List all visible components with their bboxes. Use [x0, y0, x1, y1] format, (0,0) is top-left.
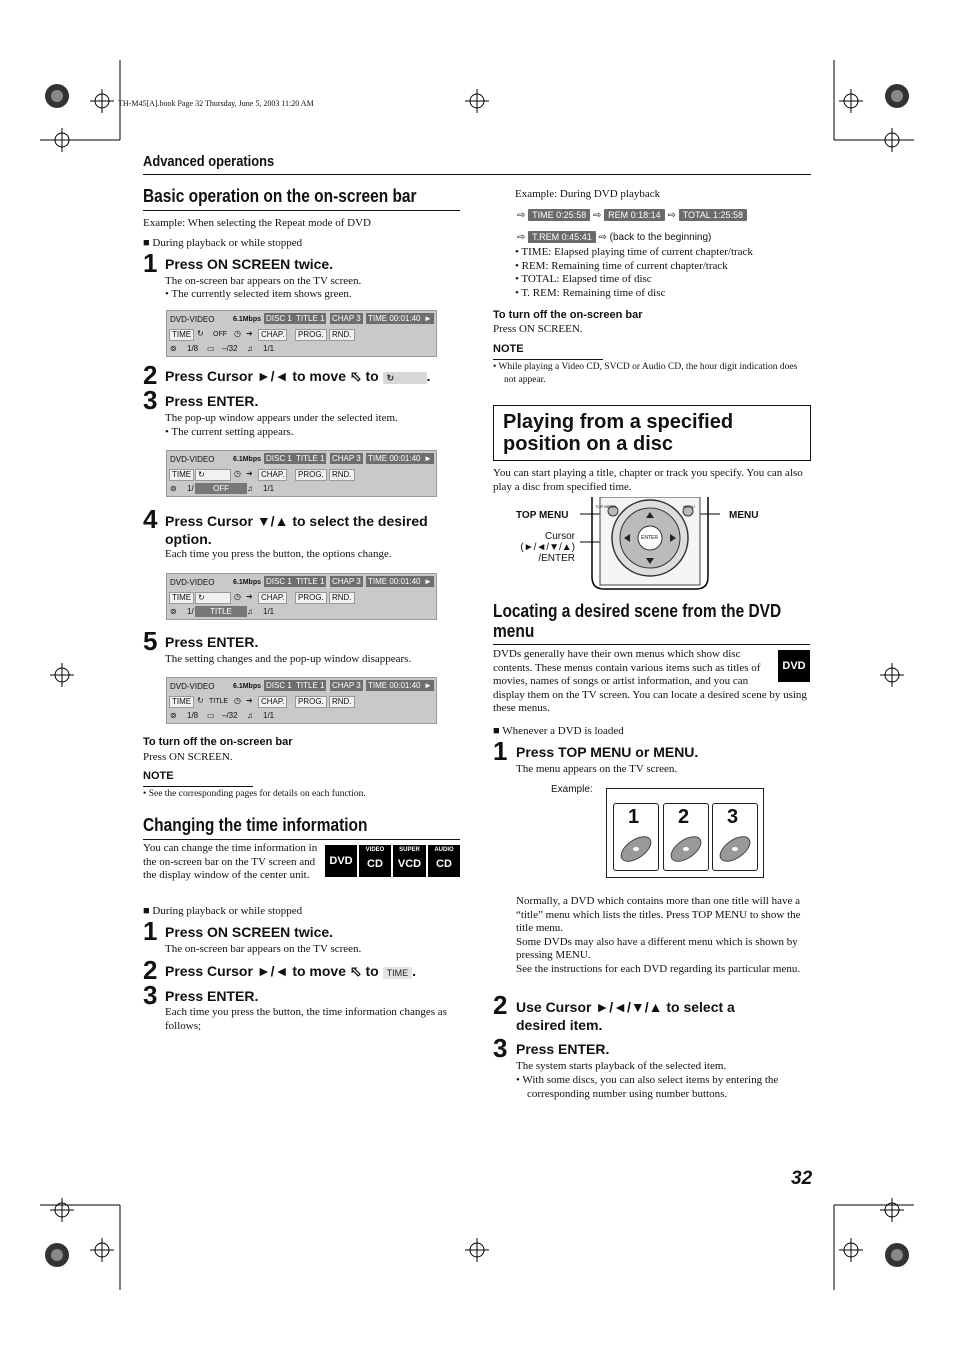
- step-desc: The on-screen bar appears on the TV screen.: [165, 275, 362, 287]
- clock-icon: ◷: [234, 592, 241, 601]
- osd-time: TIME 00:01:40: [368, 314, 421, 323]
- step-number: 1: [143, 248, 158, 278]
- osd-rate: 6.1Mbps: [233, 683, 262, 690]
- osd-source: DVD-VIDEO: [170, 682, 215, 691]
- btn-enter-label: ENTER: [641, 535, 658, 541]
- osd-next-icon: ►: [424, 577, 432, 586]
- osd-angle: 1/8: [187, 344, 199, 353]
- audio-icon: ♫: [247, 607, 253, 616]
- step-desc: The setting changes and the pop-up window disappears.: [165, 653, 412, 665]
- step-text: Press ON SCREEN twice.: [165, 924, 334, 940]
- osd-disc: DISC 1: [266, 314, 292, 323]
- menu-example-frame: [606, 788, 764, 878]
- osd-angle: 1/: [187, 607, 194, 616]
- subtitle-icon: ▭: [207, 344, 215, 353]
- playing-title-box: [493, 405, 811, 461]
- step-text-to: to: [365, 963, 379, 979]
- osd-prog-button: PROG.: [295, 329, 327, 341]
- osd-disc: DISC 1: [266, 577, 292, 586]
- basic-condition: During playback or while stopped: [152, 237, 303, 249]
- osd-time-button: TIME: [169, 592, 194, 604]
- badge-label: CD: [436, 858, 452, 870]
- locate-title-1: Locating a desired scene from the DVD: [493, 601, 782, 621]
- step-period: .: [426, 368, 431, 384]
- card-number: 2: [678, 806, 690, 828]
- next-arrow-icon: ⇨: [598, 232, 607, 243]
- osd-audio: 1/1: [263, 344, 275, 353]
- step-number: 1: [493, 736, 508, 766]
- step-text: Press Cursor ▼/▲ to select the desired option.: [165, 513, 428, 547]
- osd-next-icon: ►: [424, 681, 432, 690]
- time-condition: During playback or while stopped: [152, 905, 303, 917]
- osd-source: DVD-VIDEO: [170, 578, 215, 587]
- label-cursor-3: /ENTER: [538, 553, 575, 564]
- audio-icon: ♫: [247, 484, 253, 493]
- osd-title: TITLE 1: [296, 454, 325, 463]
- step-number: 5: [143, 626, 158, 656]
- turnoff-text: Press ON SCREEN.: [493, 323, 583, 335]
- osd-rate: 6.1Mbps: [233, 456, 262, 463]
- time-condition-row: [143, 905, 302, 919]
- step-bullet: • With some discs, you can also select items by entering the corresponding number using number buttons.: [516, 1074, 779, 1100]
- osd-chap: CHAP 3: [332, 454, 361, 463]
- osd-rnd-button: RND.: [329, 592, 355, 604]
- page-number: 32: [791, 1168, 813, 1189]
- card-number: 1: [628, 806, 640, 828]
- osd-popup: OFF: [195, 483, 247, 494]
- badge-label: VCD: [397, 858, 422, 870]
- osd-time: TIME 00:01:40: [368, 577, 421, 586]
- next-arrow-icon: ⇨: [667, 210, 676, 221]
- pointer-icon: ⬁: [349, 963, 362, 979]
- next-arrow-icon: ⇨: [517, 210, 526, 221]
- osd-rate: 6.1Mbps: [233, 316, 262, 323]
- osd-next-icon: ►: [424, 454, 432, 463]
- basic-title: Basic operation on the on-screen bar: [143, 186, 417, 206]
- angle-icon: ⊚: [170, 607, 177, 616]
- osd-time: TIME 00:01:40: [368, 681, 421, 690]
- playing-title-1: Playing from a specified: [503, 411, 734, 433]
- step-text: Press ENTER.: [165, 634, 259, 650]
- osd-off: OFF: [213, 331, 227, 338]
- step-bullet: • The current setting appears.: [165, 426, 294, 438]
- menu-card: [613, 803, 659, 871]
- osd-chap-button: CHAP.: [258, 696, 287, 708]
- rem-chip: REM 0:18:14: [604, 209, 665, 221]
- btn-menu-label: MENU: [683, 504, 695, 509]
- card-number: 3: [727, 806, 739, 828]
- osd-screen-2: [166, 450, 437, 497]
- osd-time-button: TIME: [169, 696, 194, 708]
- next-arrow-icon: ⇨: [592, 210, 602, 221]
- playing-intro: You can start playing a title, chapter or track you specify. You can also play a disc from specified time.: [493, 467, 803, 493]
- trem-chip: T.REM 0:45:41: [528, 231, 596, 243]
- section-header: Advanced operations: [143, 153, 275, 170]
- arrow-icon: ➜: [246, 329, 253, 338]
- step-number: 3: [493, 1033, 508, 1063]
- osd-prog-button: PROG.: [295, 696, 327, 708]
- time-chip: TIME: [383, 967, 413, 979]
- def-item: • REM: Remaining time of current chapter/track: [515, 259, 728, 272]
- locate-title-rule: [493, 644, 810, 645]
- osd-screen-1: [166, 310, 437, 357]
- next-arrow-icon: ⇨: [517, 232, 526, 243]
- disc-icon: [717, 834, 753, 864]
- badge-top: VIDEO: [365, 847, 385, 853]
- dvd-condition-row: [493, 725, 624, 739]
- step-text: Press ENTER.: [516, 1041, 610, 1057]
- turnoff-title: To turn off the on-screen bar: [493, 309, 643, 321]
- repeat-icon: ↻: [195, 592, 231, 604]
- clock-icon: ◷: [234, 469, 241, 478]
- repeat-icon: ↻: [197, 329, 204, 338]
- def-item: • T. REM: Remaining time of disc: [515, 286, 666, 299]
- osd-title: TITLE 1: [296, 577, 325, 586]
- osd-chap: CHAP 3: [332, 314, 361, 323]
- menu-example-label: Example:: [551, 784, 593, 795]
- time-info-rule: [143, 839, 460, 840]
- step-desc: Each time you press the button, the time information changes as follows;: [165, 1006, 447, 1032]
- osd-screen-4: [166, 677, 437, 724]
- clock-icon: ◷: [234, 696, 241, 705]
- turnoff-title: To turn off the on-screen bar: [143, 736, 293, 748]
- square-bullet-icon: ■: [143, 905, 153, 917]
- time-sequence-row2: [517, 231, 711, 243]
- step-text-to: to: [365, 368, 379, 384]
- square-bullet-icon: ■: [143, 237, 153, 249]
- menu-para-3: See the instructions for each DVD regarding its particular menu.: [516, 962, 801, 975]
- osd-time-button: TIME: [169, 329, 194, 341]
- badge-label: CD: [367, 858, 383, 870]
- badge-audio-cd: [428, 845, 460, 877]
- step-number: 2: [493, 990, 508, 1020]
- time-info-title: Changing the time information: [143, 815, 368, 835]
- osd-sub: –/32: [222, 344, 238, 353]
- repeat-icon: ↻: [195, 469, 231, 481]
- step-number: 3: [143, 385, 158, 415]
- badge-spacer: [769, 648, 809, 688]
- osd-title: TITLE 1: [296, 681, 325, 690]
- angle-icon: ⊚: [170, 711, 177, 720]
- badge-top: SUPER: [399, 847, 420, 853]
- osd-prog-button: PROG.: [295, 469, 327, 481]
- osd-time: TIME 00:01:40: [368, 454, 421, 463]
- locate-title-2: menu: [493, 621, 535, 641]
- time-info-intro: You can change the time information in the on-screen bar on the TV screen and the display window of the center unit.: [143, 842, 318, 881]
- arrow-icon: ➜: [246, 469, 253, 478]
- menu-para: [516, 895, 810, 976]
- badge-dvd: [325, 845, 357, 877]
- basic-condition-row: [143, 237, 302, 251]
- label-top-menu: TOP MENU: [516, 510, 569, 521]
- label-cursor-2: (►/◄/▼/▲): [520, 542, 575, 553]
- time-sequence-row1: [517, 209, 747, 221]
- osd-audio: 1/1: [263, 607, 275, 616]
- step-number: 4: [143, 504, 158, 534]
- osd-sub: –/32: [222, 711, 238, 720]
- osd-time-button: TIME: [169, 469, 194, 481]
- step-text: Press ON SCREEN twice.: [165, 256, 334, 272]
- clock-icon: ◷: [234, 329, 241, 338]
- arrow-icon: ➜: [246, 696, 253, 705]
- turnoff-text: Press ON SCREEN.: [143, 751, 233, 763]
- note-text: • While playing a Video CD, SVCD or Audio CD, the hour digit indication does not appear.: [493, 362, 798, 385]
- step-number: 2: [143, 955, 158, 985]
- osd-rnd-button: RND.: [329, 329, 355, 341]
- badge-top: AUDIO: [434, 847, 454, 853]
- step-text: Use Cursor ►/◄/▼/▲ to select a desired item.: [516, 999, 735, 1033]
- badge-label: DVD: [782, 660, 806, 672]
- basic-title-rule: [143, 210, 460, 211]
- osd-chap: CHAP 3: [332, 681, 361, 690]
- step-text-row: [165, 963, 416, 980]
- badge-video-cd: [359, 845, 391, 877]
- playing-title-2: position on a disc: [503, 433, 674, 455]
- right-example: Example: During DVD playback: [515, 188, 661, 200]
- btn-top-menu-label: TOP MENU: [595, 504, 616, 509]
- arrow-icon: ➜: [246, 592, 253, 601]
- step-desc: The on-screen bar appears on the TV screen.: [165, 943, 362, 955]
- step-text: Press ENTER.: [165, 393, 259, 409]
- step-desc: The system starts playback of the selected item.: [516, 1060, 727, 1072]
- step-desc: Each time you press the button, the options change.: [165, 548, 392, 560]
- step-number: 1: [143, 916, 158, 946]
- step-bullet: • The currently selected item shows green.: [165, 288, 352, 300]
- note-text: • See the corresponding pages for details on each function.: [143, 789, 366, 799]
- osd-screen-3: [166, 573, 437, 620]
- menu-card: [712, 803, 758, 871]
- repeat-chip-icon: ↻: [383, 372, 427, 384]
- osd-source: DVD-VIDEO: [170, 315, 215, 324]
- note-rule: [143, 786, 253, 787]
- remote-illustration: [580, 497, 720, 592]
- time-chip: TIME 0:25:58: [528, 209, 590, 221]
- menu-para-2: Some DVDs may also have a different menu which is shown by pressing MENU.: [516, 935, 798, 961]
- angle-icon: ⊚: [170, 344, 177, 353]
- dvd-condition: Whenever a DVD is loaded: [502, 725, 624, 737]
- osd-disc: DISC 1: [266, 454, 292, 463]
- disc-icon: [618, 834, 654, 864]
- step-text: Press TOP MENU or MENU.: [516, 744, 699, 760]
- note-title: NOTE: [143, 770, 174, 782]
- osd-rnd-button: RND.: [329, 469, 355, 481]
- osd-angle: 1/: [187, 484, 194, 493]
- angle-icon: ⊚: [170, 484, 177, 493]
- osd-title: TITLE 1: [296, 314, 325, 323]
- subtitle-icon: ▭: [207, 711, 215, 720]
- basic-example: Example: When selecting the Repeat mode of DVD: [143, 217, 371, 229]
- osd-chap-button: CHAP.: [258, 592, 287, 604]
- step-text: Press ENTER.: [165, 988, 259, 1004]
- osd-chap: CHAP 3: [332, 577, 361, 586]
- audio-icon: ♫: [247, 711, 253, 720]
- label-cursor: [514, 531, 575, 564]
- header-rule: [143, 174, 811, 175]
- audio-icon: ♫: [247, 344, 253, 353]
- step-text-row: [165, 368, 431, 385]
- badge-super-vcd: [393, 845, 426, 877]
- osd-rnd-button: RND.: [329, 696, 355, 708]
- square-bullet-icon: ■: [493, 725, 503, 737]
- disc-icon: [668, 834, 704, 864]
- step-desc: The menu appears on the TV screen.: [516, 763, 678, 775]
- osd-chap-button: CHAP.: [258, 329, 287, 341]
- osd-audio: 1/1: [263, 711, 275, 720]
- note-rule: [493, 359, 603, 360]
- def-item: • TIME: Elapsed playing time of current chapter/track: [515, 246, 753, 258]
- osd-prog-button: PROG.: [295, 592, 327, 604]
- total-chip: TOTAL 1:25:58: [679, 209, 747, 221]
- note-title: NOTE: [493, 343, 524, 355]
- time-defs: [515, 246, 753, 300]
- osd-audio: 1/1: [263, 484, 275, 493]
- menu-card: [663, 803, 709, 871]
- file-info-line: TH-M45[A].book Page 32 Thursday, June 5, 2003 11:20 AM: [118, 99, 314, 108]
- osd-disc: DISC 1: [266, 681, 292, 690]
- badge-label: DVD: [329, 855, 353, 867]
- step-number: 2: [143, 360, 158, 390]
- osd-repeat-value: TITLE: [209, 698, 229, 705]
- label-cursor-1: Cursor: [544, 531, 575, 542]
- step-desc: The pop-up window appears under the selected item.: [165, 412, 398, 424]
- osd-popup: TITLE: [195, 606, 247, 617]
- label-menu: MENU: [729, 510, 759, 521]
- back-text: (back to the beginning): [609, 232, 712, 243]
- step-period: .: [412, 963, 417, 979]
- menu-para-1: Normally, a DVD which contains more than one title will have a “title” menu which lists the titles. Press TOP MENU to show the title menu.: [516, 895, 801, 934]
- def-item: • TOTAL: Elapsed time of disc: [515, 273, 652, 285]
- step-number: 3: [143, 980, 158, 1010]
- step-text: Press Cursor ►/◄ to move: [165, 963, 346, 979]
- step-text: Press Cursor ►/◄ to move: [165, 368, 346, 384]
- locate-intro: DVDs generally have their own menus which show disc contents. These menus contain various items such as titles of movies, names of songs or artist information, and you can display them on the TV screen. You can locate a desired scene by using these menus.: [493, 648, 809, 716]
- osd-rate: 6.1Mbps: [233, 579, 262, 586]
- osd-chap-button: CHAP.: [258, 469, 287, 481]
- osd-source: DVD-VIDEO: [170, 455, 215, 464]
- osd-next-icon: ►: [424, 314, 432, 323]
- pointer-icon: ⬁: [349, 368, 362, 384]
- osd-angle: 1/8: [187, 711, 199, 720]
- repeat-icon: ↻: [197, 696, 204, 705]
